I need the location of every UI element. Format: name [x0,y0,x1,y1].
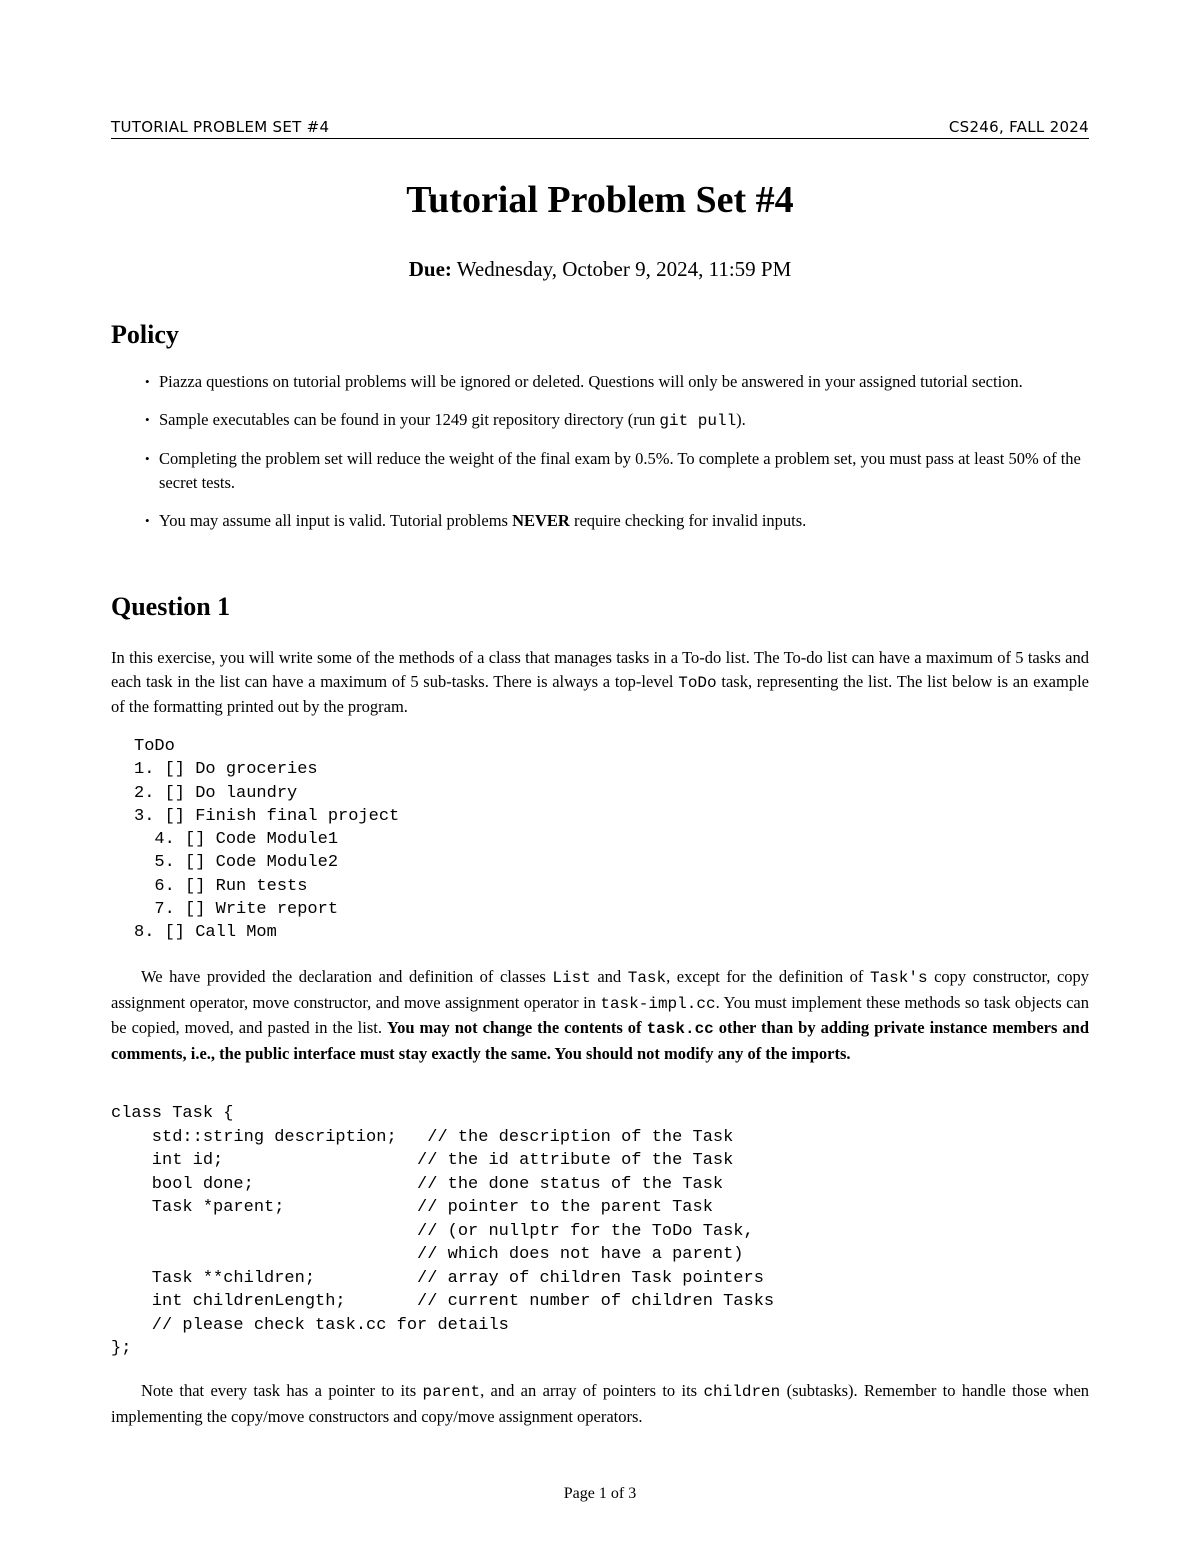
policy-item [111,447,1089,495]
todo-line: 5. [] Code Module2 [134,853,339,873]
todo-example-output [134,735,399,945]
code-line: bool done; // the done status of the Task [111,1174,724,1194]
code-line: std::string description; // the description of the Task [111,1127,734,1147]
due-label: Due: [408,257,452,281]
code-line: int id; // the id attribute of the Task [111,1151,734,1170]
todo-line: 6. [] Run tests [134,876,308,896]
policy-item [111,408,1089,433]
policy-heading: Policy [111,320,179,349]
never-emphasis: NEVER [512,511,570,530]
page-number: Page 1 of 3 [563,1485,637,1502]
policy-item-text: • Completing the problem set will reduce the weight of the final exam by 0.5%. To complete a problem set, you must pass at least 50% of the secret tests. [159,449,1081,492]
running-header [111,116,1089,139]
question1-heading: Question 1 [111,592,231,621]
question1-declaration-paragraph: We have provided the declaration and definition of classes List and Task, except for the definition of Task's copy constructor, copy assignment operator, move constructor, and move assignment operator in task-impl.cc. You must implement these methods so task objects can be copied, moved, and pasted in the list. You may not change the contents of task.cc other than by adding private instance members and comments, i.e., the public interface must stay exactly the same. You should not modify any of the imports. [111,967,1090,1063]
header-left: TUTORIAL PROBLEM SET #4 [111,118,330,136]
question1-intro: In this exercise, you will write some of the methods of a class that manages tasks in a To-do list. The To-do list can have a maximum of 5 tasks and each task in the list can have a maximum of 5 sub-tasks. There is always a top-level ToDo task, representing the list. The list below is an example of the formatting printed out by the program. [111,648,1089,716]
due-date [111,257,1089,282]
todo-line: 1. [] Do groceries [134,760,318,780]
code-line: Task *parent; // pointer to the parent Task [111,1198,713,1217]
todo-line: 4. [] Code Module1 [134,830,339,850]
task-class-code [111,1102,774,1361]
code-line: // please check task.cc for details [111,1315,509,1335]
todo-line: 8. [] Call Mom [134,923,277,943]
page-title: Tutorial Problem Set #4 [406,179,794,221]
code-line: int childrenLength; // current number of children Tasks [111,1292,775,1311]
code-line: class Task { [111,1104,234,1123]
git-pull-code: git pull [659,412,737,430]
header-right: CS246, FALL 2024 [948,118,1089,136]
policy-item-text: • Sample executables can be found in your 1249 git repository directory (run git pull). [159,410,746,430]
policy-item-text: • You may assume all input is valid. Tutorial problems NEVER require checking for invalid inputs. [159,511,807,530]
todo-line: 2. [] Do laundry [134,783,298,803]
policy-item-text: • Piazza questions on tutorial problems will be ignored or deleted. Questions will only be answered in your assigned tutorial section. [159,372,1023,391]
todo-line: 7. [] Write report [134,900,339,920]
code-line: // which does not have a parent) [111,1245,744,1264]
code-line: // (or nullptr for the ToDo Task, [111,1221,754,1241]
due-value: Wednesday, October 9, 2024, 11:59 PM [456,257,792,281]
todo-code: ToDo [678,673,717,692]
todo-line: 3. [] Finish final project [134,806,400,826]
policy-item [111,509,1089,533]
policy-item [111,370,1089,394]
code-line: Task **children; // array of children Task pointers [111,1268,764,1288]
code-line: }; [111,1339,132,1358]
policy-list [111,370,1089,547]
todo-line: ToDo [134,737,175,756]
question1-note-paragraph: Note that every task has a pointer to its parent, and an array of pointers to its children (subtasks). Remember to handle those when implementing the copy/move constructors and copy/move assignment operators. [111,1381,1090,1426]
